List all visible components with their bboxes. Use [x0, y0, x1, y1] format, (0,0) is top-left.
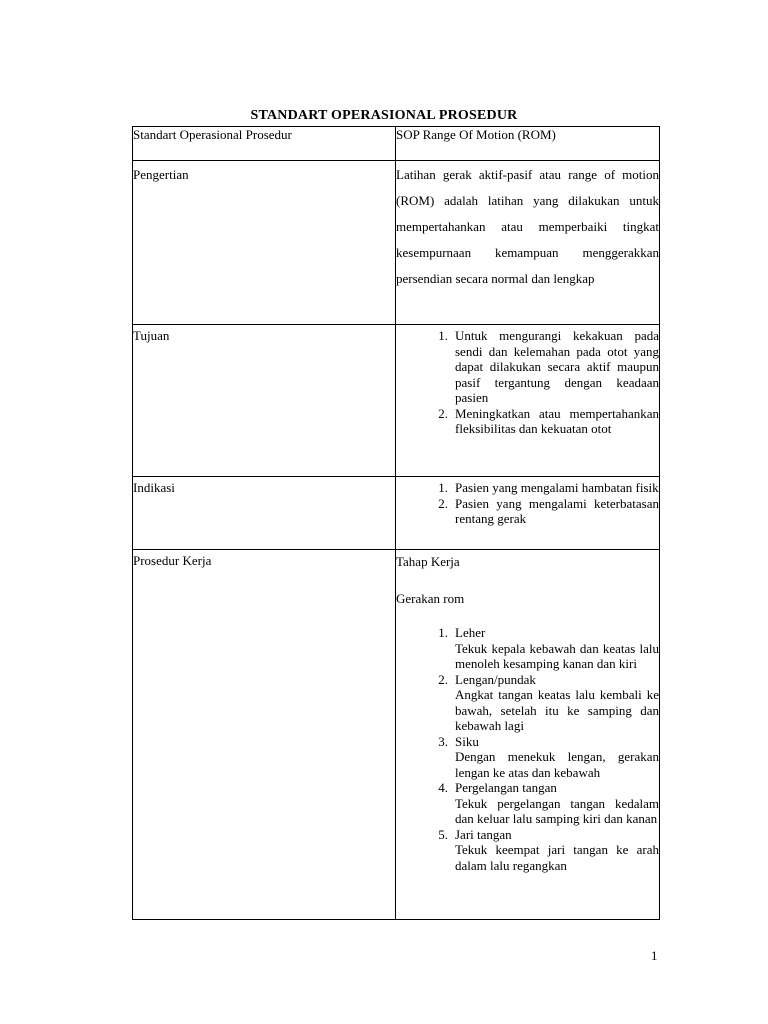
list-item-number: 1.	[438, 328, 448, 343]
list-item-text: Meningkatkan atau mempertahankan fleksibilitas dan kekuatan otot	[455, 405, 659, 436]
indikasi-label: Indikasi	[133, 477, 396, 550]
header-label-cell: Standart Operasional Prosedur	[133, 127, 396, 161]
gerakan-list	[396, 625, 659, 873]
list-item-title: Siku	[455, 733, 479, 749]
list-item-title: Pergelangan tangan	[455, 780, 557, 795]
list-item-number: 3.	[438, 733, 448, 749]
header-value-cell: SOP Range Of Motion (ROM)	[396, 127, 660, 161]
list-item-title: Leher	[455, 625, 486, 640]
tujuan-cell	[396, 325, 660, 477]
list-item-body	[455, 625, 659, 672]
list-item-title: Jari tangan	[455, 826, 512, 842]
table-row-pengertian	[133, 161, 660, 325]
list-item-detail: Tekuk kepala kebawah dan keatas lalu menoleh kesamping kanan dan kiri	[455, 640, 659, 671]
list-item	[396, 625, 659, 672]
table-row-header	[133, 127, 660, 161]
prosedur-label: Prosedur Kerja	[133, 550, 396, 920]
list-item-text: Pasien yang mengalami keterbatasan rentang gerak	[455, 495, 659, 526]
prosedur-cell	[396, 550, 660, 920]
list-item	[396, 780, 659, 827]
list-item-text: Untuk mengurangi kekakuan pada sendi dan kelemahan pada otot yang dapat dilakukan secara aktif maupun pasif tergantung dengan keadaan pasien	[455, 328, 659, 405]
list-item-number: 4.	[438, 780, 448, 795]
sop-table	[132, 126, 660, 920]
indikasi-cell	[396, 477, 660, 550]
list-item-number: 2.	[438, 495, 448, 511]
list-item	[396, 672, 659, 734]
list-item-title: Lengan/pundak	[455, 671, 536, 687]
list-item	[396, 480, 659, 496]
gerakan-rom-heading: Gerakan rom	[396, 591, 465, 606]
list-item	[396, 406, 659, 437]
tahap-kerja-heading: Tahap Kerja	[396, 554, 460, 569]
list-item-body	[455, 672, 659, 734]
list-item	[396, 328, 659, 406]
list-item-detail: Dengan menekuk lengan, gerakan lengan ke atas dan kebawah	[455, 749, 659, 780]
table-row-indikasi	[133, 477, 660, 550]
list-item-number: 1.	[438, 625, 448, 640]
list-item	[396, 734, 659, 781]
table-row-tujuan	[133, 325, 660, 477]
pengertian-text: Latihan gerak aktif-pasif atau range of motion (ROM) adalah latihan yang dilakukan untuk mempertahankan atau memperbaiki tingkat kesempurnaan kemampuan menggerakkan persendian secara normal dan lengkap	[396, 167, 659, 286]
list-item-body	[455, 734, 659, 781]
list-item-number: 2.	[438, 671, 448, 687]
list-item-text: Pasien yang mengalami hambatan fisik	[455, 480, 659, 495]
list-item-number: 1.	[438, 480, 448, 495]
list-item-number: 2.	[438, 405, 448, 421]
list-item	[396, 827, 659, 874]
page-number: 1	[651, 948, 658, 963]
list-item-body	[455, 780, 659, 827]
list-item-detail: Tekuk keempat jari tangan ke arah dalam lalu regangkan	[455, 842, 659, 873]
list-item	[396, 496, 659, 527]
pengertian-label: Pengertian	[133, 161, 396, 325]
list-item-body	[455, 827, 659, 874]
indikasi-list	[396, 480, 659, 527]
document-title: STANDART OPERASIONAL PROSEDUR	[250, 108, 518, 123]
list-item-detail: Angkat tangan keatas lalu kembali ke bawah, setelah itu ke samping dan kebawah lagi	[455, 687, 659, 733]
tujuan-list	[396, 328, 659, 437]
pengertian-cell	[396, 161, 660, 325]
tujuan-label: Tujuan	[133, 325, 396, 477]
list-item-number: 5.	[438, 826, 448, 842]
list-item-detail: Tekuk pergelangan tangan kedalam dan keluar lalu samping kiri dan kanan	[455, 795, 659, 826]
table-row-prosedur	[133, 550, 660, 920]
